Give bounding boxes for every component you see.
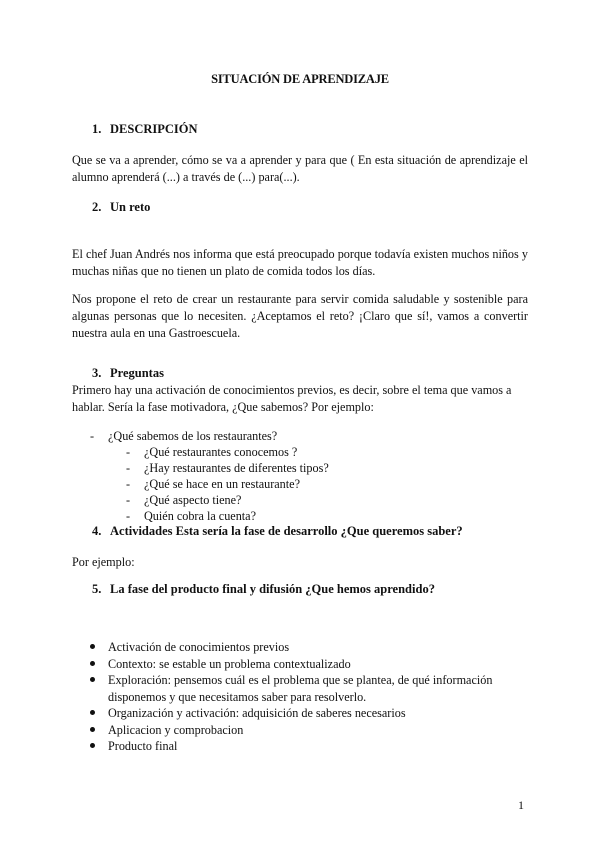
question-text: ¿Qué aspecto tiene? — [144, 493, 242, 507]
bullet-icon — [90, 710, 95, 715]
dash-marker: - — [90, 429, 95, 443]
questions-intro-paragraph: Primero hay una activación de conocimientos previos, es decir, sobre el tema que vamos a hablar. Sería la fase motivadora, ¿Que sabemos? Por ejemplo: — [72, 383, 512, 414]
question-text: ¿Qué restaurantes conocemos ? — [144, 445, 298, 459]
list-item — [90, 738, 530, 755]
question-text: ¿Qué sabemos de los restaurantes? — [108, 429, 278, 443]
question-text: ¿Qué se hace en un restaurante? — [144, 477, 300, 491]
phases-list — [90, 639, 530, 755]
section-number: 3. — [92, 366, 102, 380]
section-heading-1 — [92, 122, 198, 137]
section-label: DESCRIPCIÓN — [110, 122, 198, 136]
section-number: 1. — [92, 122, 102, 136]
list-item — [90, 672, 530, 705]
section-heading-5 — [92, 582, 435, 597]
section-heading-2 — [92, 200, 150, 215]
dash-marker: - — [126, 509, 131, 523]
list-item-text: Contexto: se estable un problema contextualizado — [108, 656, 351, 671]
dash-marker: - — [126, 445, 131, 459]
question-text: Quién cobra la cuenta? — [144, 509, 256, 523]
section-number: 4. — [92, 524, 102, 538]
list-item-text: Aplicacion y comprobacion — [108, 722, 244, 737]
document-title: SITUACIÓN DE APRENDIZAJE — [211, 72, 389, 86]
bullet-icon — [90, 661, 95, 666]
example-paragraph: Por ejemplo: — [72, 555, 135, 569]
section-label: Actividades Esta sería la fase de desarrollo ¿Que queremos saber? — [110, 524, 463, 538]
bullet-icon — [90, 677, 95, 682]
section-label: Un reto — [110, 200, 151, 214]
list-item-text: Producto final — [108, 739, 178, 753]
section-label: La fase del producto final y difusión ¿Que hemos aprendido? — [110, 582, 435, 596]
list-item — [90, 656, 530, 673]
section-heading-4 — [92, 524, 463, 539]
dash-marker: - — [126, 477, 131, 491]
list-item-text: Organización y activación: adquisición de saberes necesarios — [108, 706, 406, 720]
bullet-icon — [90, 644, 95, 649]
section-number: 2. — [92, 200, 102, 214]
bullet-icon — [90, 727, 95, 732]
list-item — [90, 705, 530, 722]
challenge-paragraph: Nos propone el reto de crear un restaurante para servir comida saludable y sostenible para algunas personas que lo necesiten. ¿Aceptamos el reto? ¡Claro que sí!, vamos a convertir nuestra aula en una Gastroescuela. — [72, 292, 528, 340]
chef-paragraph: El chef Juan Andrés nos informa que está preocupado porque todavía existen muchos niños y muchas niñas que no tienen un plato de comida todos los días. — [72, 247, 528, 278]
dash-marker: - — [126, 493, 131, 507]
list-item-text: Activación de conocimientos previos — [108, 640, 290, 654]
dash-marker: - — [126, 461, 131, 475]
question-text: ¿Hay restaurantes de diferentes tipos? — [144, 461, 329, 475]
description-paragraph: Que se va a aprender, cómo se va a aprender y para que ( En esta situación de aprendizaje el alumno aprenderá (...) a través de (...) para(...). — [72, 153, 528, 184]
page-number: 1 — [518, 798, 524, 812]
section-label: Preguntas — [110, 366, 164, 380]
section-heading-3 — [92, 366, 164, 381]
list-item-text: Exploración: pensemos cuál es el problema que se plantea, de qué información disponemos y que necesitamos saber para resolverlo. — [108, 673, 493, 704]
bullet-icon — [90, 743, 95, 748]
section-number: 5. — [92, 582, 102, 596]
list-item — [90, 639, 530, 656]
list-item — [90, 722, 530, 739]
